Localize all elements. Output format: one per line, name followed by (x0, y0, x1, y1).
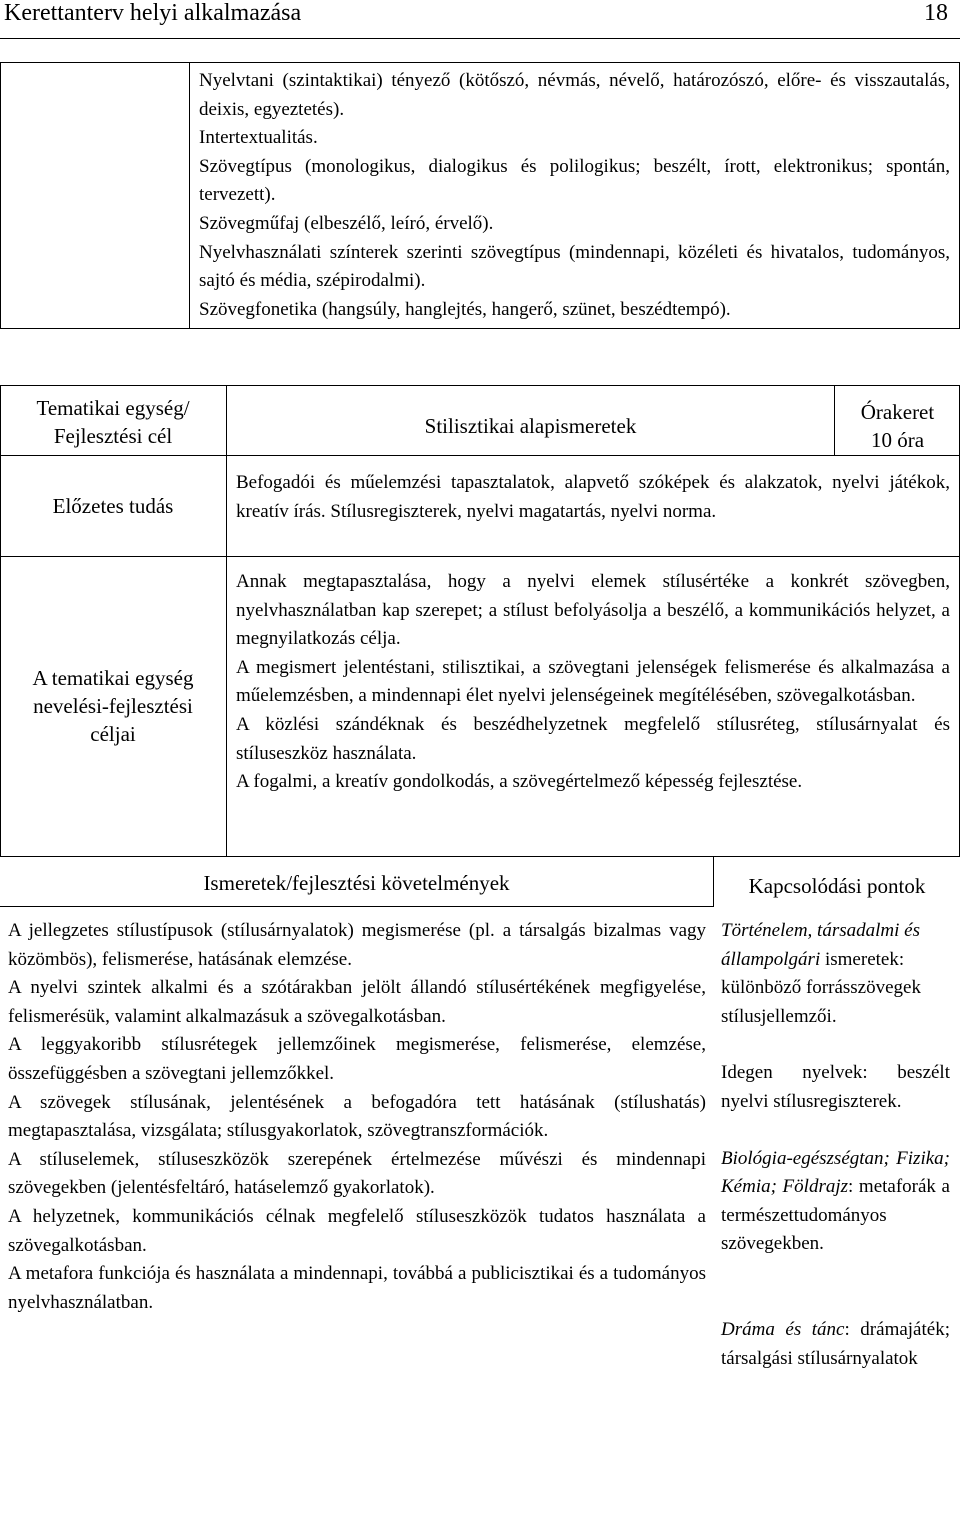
history-text: ismeretek: különböző forrásszövegek stílusjellemzői. (721, 948, 921, 1027)
requirements-text (8, 917, 706, 1317)
prior-knowledge: Befogadói és műelemzési tapasztalatok, alapvető szóképek és alakzatok, nyelvi játékok, kreatív írás. Stílusregiszterek, nyelvi magatartás, nyelvi norma. (236, 472, 950, 522)
unit-row-divider-1 (0, 455, 960, 456)
connection-science (721, 1145, 950, 1259)
requirement-item: A metafora funkciója és használata a mindennapi, továbbá a publicisztikai és a tudományos nyelvhasználatban. (8, 1263, 706, 1313)
top-line: Nyelvtani (szintaktikai) tényező (kötőszó, névmás, névelő, határozószó, előre- és visszautalás, deixis, egyeztetés). (199, 70, 950, 120)
top-table-divider (189, 62, 190, 329)
page-number: 18 (924, 0, 948, 26)
label-prior: Előzetes tudás (52, 494, 174, 518)
goals-text (236, 568, 950, 797)
requirement-item: A helyzetnek, kommunikációs célnak megfelelő stíluseszközök tudatos használata a szövegalkotásban. (8, 1205, 706, 1256)
science-text: : metaforák a természettudományos szövegekben. (721, 1176, 950, 1255)
connection-languages (721, 1059, 950, 1116)
requirement-item: A szövegek stílusának, jelentésének a befogadóra tett hatásának (stílushatás) megtapasztalása, vizsgálata; stílusgyakorlatok, szövegtranszformációk. (8, 1091, 706, 1142)
connection-history (721, 917, 950, 1031)
goal-item: A megismert jelentéstani, stilisztikai, a szövegtani jelenségek felismerése és alkalmazása a műelemzésben, a mindennapi élet nyelvi jelenségeinek megítélésében, szövegalkotásban. (236, 656, 950, 707)
top-block-text (199, 67, 950, 324)
top-line: Intertextualitás. (199, 127, 318, 149)
page-header (0, 0, 960, 39)
goal-item: A közlési szándéknak és beszédhelyzetnek megfelelő stílusréteg, stílusárnyalat és stíluseszköz használata. (236, 713, 950, 764)
top-line: Szövegfonetika (hangsúly, hanglejtés, hangerő, szünet, beszédtempó). (199, 298, 731, 320)
drama-subject: Dráma és tánc (721, 1318, 845, 1340)
requirement-item: A stíluselemek, stíluseszközök szerepének értelmezése művészi és mindennapi szövegekben (jelentésfeltáró, hatáselemző gyakorlatok). (8, 1148, 706, 1199)
requirement-item: A jellegzetes stílustípusok (stílusárnyalatok) megismerése (pl. a társalgás bizalmas vagy közömbös), felismerése, hatásának elemzése. (8, 920, 706, 970)
prior-text (236, 469, 950, 526)
history-subject: Történelem, társadalmi és állampolgári (721, 920, 920, 970)
top-line: Nyelvhasználati színterek szerinti szövegtípus (mindennapi, közéleti és hivatalos, tudományos, sajtó és média, szépirodalmi). (199, 241, 950, 292)
unit-row-divider-2 (0, 556, 960, 557)
goal-item: Annak megtapasztalása, hogy a nyelvi elemek stílusértéke a konkrét szövegben, nyelvhasználatban kap szerepet; a stílust befolyásolja a beszélő, a kommunikációs helyzet, a megnyilatkozás célja. (236, 571, 950, 650)
science-subjects: Biológia-egészségtan; Fizika; Kémia; Földrajz (721, 1147, 950, 1198)
drama-text: : drámajáték; társalgási stílusárnyalatok (721, 1318, 950, 1369)
goal-item: A fogalmi, a kreatív gondolkodás, a szövegértelmező képesség fejlesztése. (236, 771, 803, 793)
languages-text: Idegen nyelvek: beszélt nyelvi stílusregiszterek. (721, 1062, 950, 1112)
requirement-item: A nyelvi szintek alkalmi és a szótárakban jelölt állandó stílusértékének megfigyelése, felismerésük, valamint alkalmazásuk a szövegalkotásban. (8, 977, 706, 1027)
top-line: Szövegtípus (monologikus, dialogikus és polilogikus; beszélt, írott, elektronikus; spontán, tervezett). (199, 155, 950, 206)
hours-value: 10 óra (870, 428, 925, 452)
requirements-heading: Ismeretek/fejlesztési követelmények (203, 871, 510, 895)
connection-drama (721, 1316, 950, 1373)
requirement-item: A leggyakoribb stílusrétegek jellemzőinek megismerése, felismerése, elemzése, összefüggésben a szövegtani jellemzőkkel. (8, 1034, 706, 1084)
label-goals: A tematikai egység nevelési-fejlesztési céljai (32, 666, 194, 746)
topic-title: Stilisztikai alapismeretek (424, 414, 637, 438)
header-title: Kerettanterv helyi alkalmazása (4, 0, 302, 26)
connections-text (721, 917, 950, 1373)
connections-heading: Kapcsolódási pontok (748, 874, 926, 898)
label-topic: Tematikai egység/ Fejlesztési cél (36, 396, 190, 448)
top-line: Szövegműfaj (elbeszélő, leíró, érvelő). (199, 212, 494, 234)
req-heading-underline (0, 906, 714, 907)
hours-label: Órakeret (860, 400, 935, 424)
